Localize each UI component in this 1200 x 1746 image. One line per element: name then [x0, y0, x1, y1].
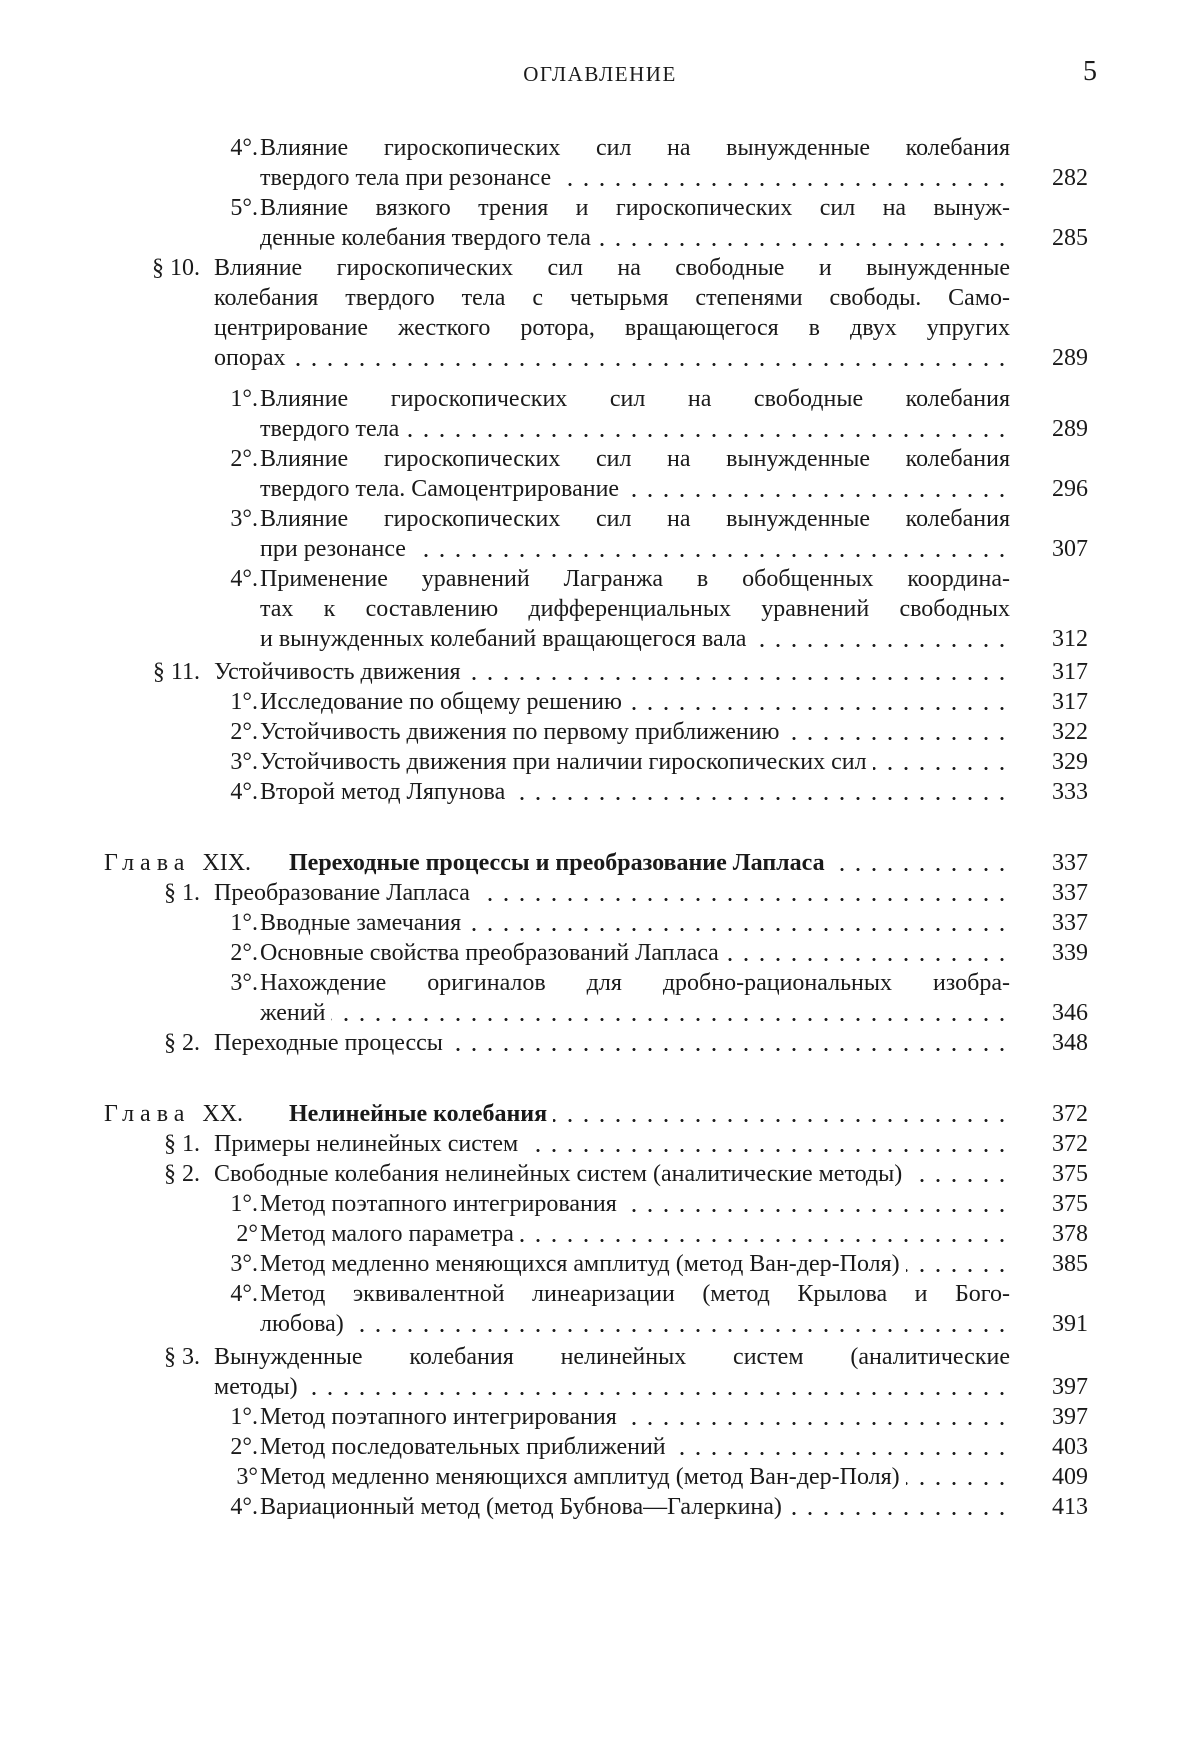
toc-line [0, 656, 1200, 689]
toc-line [0, 312, 1200, 345]
toc-line [0, 1491, 1200, 1524]
entry-title: Влияние гироскопических сил на вынужденные колебания [260, 446, 1010, 472]
toc-line [0, 746, 1200, 779]
section-number: § 1. [164, 880, 200, 906]
page-number: 5 [1083, 56, 1097, 87]
entry-title-text: опорах [214, 345, 292, 371]
page-ref: 337 [1052, 850, 1088, 876]
toc-line [0, 1401, 1200, 1434]
entry-title-text: Устойчивость движения [214, 659, 467, 685]
subsection-number: 3°. [230, 970, 258, 996]
page-ref: 337 [1052, 880, 1088, 906]
entry-title: тах к составлению дифференциальных уравнений свободных [260, 596, 1010, 622]
section-number: § 2. [164, 1161, 200, 1187]
chapter-title [289, 1098, 1010, 1131]
entry-title-text: любова) [260, 1311, 350, 1337]
page-ref: 372 [1052, 1101, 1088, 1127]
page-ref: 289 [1052, 416, 1088, 442]
entry-title [260, 1401, 1010, 1434]
subsection-number: 1°. [230, 689, 258, 715]
toc-line [0, 252, 1200, 285]
subsection-number: 1°. [230, 1191, 258, 1217]
entry-title-text: Метод медленно меняющихся амплитуд (метод Ван-дер-Поля) [260, 1464, 906, 1490]
toc-line [0, 1128, 1200, 1161]
subsection-number: 1°. [230, 386, 258, 412]
toc-line [0, 563, 1200, 596]
entry-title [214, 1158, 1010, 1191]
page-ref: 385 [1052, 1251, 1088, 1277]
toc-line [0, 1248, 1200, 1281]
entry-title [260, 1188, 1010, 1221]
toc-line [0, 1027, 1200, 1060]
entry-title-text: Вводные замечания [260, 910, 467, 936]
subsection-number: 5°. [230, 195, 258, 221]
entry-title [260, 623, 1010, 656]
section-number: § 11. [152, 659, 200, 685]
subsection-number: 3°. [230, 749, 258, 775]
toc-line [0, 967, 1200, 1000]
entry-title [214, 1371, 1010, 1404]
page-ref: 413 [1052, 1494, 1088, 1520]
entry-title: Метод эквивалентной линеаризации (метод Крылова и Бого- [260, 1281, 1010, 1307]
entry-title-text: Нелинейные колебания [289, 1101, 553, 1127]
entry-title-text: Второй метод Ляпунова [260, 779, 511, 805]
page-ref: 285 [1052, 225, 1088, 251]
entry-title [260, 162, 1010, 195]
subsection-number: 4°. [230, 779, 258, 805]
entry-title [260, 1308, 1010, 1341]
entry-title-text: твердого тела при резонансе [260, 165, 557, 191]
toc-line [0, 1278, 1200, 1311]
entry-title-text: Метод поэтапного интегрирования [260, 1404, 623, 1430]
entry-title-text: Переходные процессы и преобразование Лапласа [289, 850, 831, 876]
entry-title-text: и вынужденных колебаний вращающегося вала [260, 626, 752, 652]
page-ref: 409 [1052, 1464, 1088, 1490]
page-ref: 391 [1052, 1311, 1088, 1337]
chapter-prefix: Глава [104, 850, 191, 876]
entry-title-text: Метод последовательных приближений [260, 1434, 672, 1460]
entry-title-text: Основные свойства преобразований Лапласа [260, 940, 725, 966]
entry-title: колебания твердого тела с четырьмя степенями свободы. Само- [214, 285, 1010, 311]
entry-title-text: Преобразование Лапласа [214, 880, 476, 906]
entry-title [260, 716, 1010, 749]
toc-line [0, 937, 1200, 970]
entry-title-text: Устойчивость движения при наличии гироскопических сил [260, 749, 873, 775]
entry-title [260, 686, 1010, 719]
entry-title [260, 1491, 1010, 1524]
entry-title [214, 877, 1010, 910]
toc-line [0, 593, 1200, 626]
toc-line [0, 383, 1200, 416]
toc-line [0, 1188, 1200, 1221]
entry-title [214, 1027, 1010, 1060]
entry-title-text: твердого тела. Самоцентрирование [260, 476, 625, 502]
subsection-number: 2°. [230, 719, 258, 745]
toc-line [0, 1431, 1200, 1464]
toc-line [0, 1371, 1200, 1404]
subsection-number: 4°. [230, 566, 258, 592]
subsection-number: 3°. [230, 1251, 258, 1277]
section-number: § 2. [164, 1030, 200, 1056]
toc-line [0, 342, 1200, 375]
entry-title-text: Метод медленно меняющихся амплитуд (метод Ван-дер-Поля) [260, 1251, 906, 1277]
subsection-number: 1°. [230, 1404, 258, 1430]
toc-line [0, 847, 1200, 880]
running-title: ОГЛАВЛЕНИЕ [523, 62, 677, 86]
toc-line [0, 1341, 1200, 1374]
section-number: § 1. [164, 1131, 200, 1157]
chapter-prefix: Глава [104, 1101, 191, 1127]
entry-title [214, 1128, 1010, 1161]
page-ref: 372 [1052, 1131, 1088, 1157]
page-ref: 317 [1052, 659, 1088, 685]
page-ref: 397 [1052, 1374, 1088, 1400]
toc-line [0, 533, 1200, 566]
entry-title: центрирование жесткого ротора, вращающегося в двух упругих [214, 315, 1010, 341]
page-ref: 296 [1052, 476, 1088, 502]
entry-title [260, 776, 1010, 809]
page-ref: 397 [1052, 1404, 1088, 1430]
entry-title: Влияние вязкого трения и гироскопических сил на вынуж- [260, 195, 1010, 221]
entry-title-text: методы) [214, 1374, 304, 1400]
entry-title: Влияние гироскопических сил на свободные и вынужденные [214, 255, 1010, 281]
page-ref: 348 [1052, 1030, 1088, 1056]
entry-title-text: Метод малого параметра [260, 1221, 520, 1247]
entry-title [260, 907, 1010, 940]
toc-line [0, 776, 1200, 809]
page-ref: 312 [1052, 626, 1088, 652]
section-number: § 10. [152, 255, 200, 281]
toc-line [0, 997, 1200, 1030]
entry-title: Влияние гироскопических сил на вынужденные колебания [260, 506, 1010, 532]
page-ref: 337 [1052, 910, 1088, 936]
page-ref: 322 [1052, 719, 1088, 745]
entry-title-text: Исследование по общему решению [260, 689, 628, 715]
page-ref: 317 [1052, 689, 1088, 715]
entry-title [260, 1431, 1010, 1464]
toc-line [0, 1218, 1200, 1251]
toc-line [0, 222, 1200, 255]
toc-line [0, 716, 1200, 749]
entry-title-text: Переходные процессы [214, 1030, 449, 1056]
subsection-number: 4°. [230, 1281, 258, 1307]
entry-title [260, 1218, 1010, 1251]
entry-title-text: Вариационный метод (метод Бубнова—Галеркина) [260, 1494, 788, 1520]
subsection-number: 4°. [230, 1494, 258, 1520]
page-ref: 329 [1052, 749, 1088, 775]
subsection-number: 2°. [230, 446, 258, 472]
entry-title-text: Устойчивость движения по первому приближению [260, 719, 785, 745]
subsection-number: 2° [236, 1221, 258, 1247]
entry-title [260, 533, 1010, 566]
toc-line [0, 162, 1200, 195]
toc-line [0, 473, 1200, 506]
page-ref: 333 [1052, 779, 1088, 805]
page-ref: 403 [1052, 1434, 1088, 1460]
entry-title-text: твердого тела [260, 416, 405, 442]
toc-line [0, 413, 1200, 446]
toc-line [0, 907, 1200, 940]
subsection-number: 2°. [230, 1434, 258, 1460]
toc-line [0, 132, 1200, 165]
entry-title-text: денные колебания твердого тела [260, 225, 597, 251]
toc-line [0, 623, 1200, 656]
toc-line [0, 503, 1200, 536]
entry-title-text: Примеры нелинейных систем [214, 1131, 524, 1157]
entry-title [214, 342, 1010, 375]
entry-title: Влияние гироскопических сил на свободные колебания [260, 386, 1010, 412]
toc-line [0, 1308, 1200, 1341]
page-ref: 375 [1052, 1191, 1088, 1217]
page-ref: 282 [1052, 165, 1088, 191]
entry-title-text: Метод поэтапного интегрирования [260, 1191, 623, 1217]
entry-title [260, 473, 1010, 506]
chapter-roman: XIX. [202, 850, 252, 876]
subsection-number: 2°. [230, 940, 258, 966]
entry-title: Нахождение оригиналов для дробно-рациональных изобра- [260, 970, 1010, 996]
page-header [0, 56, 1200, 102]
toc-line [0, 1098, 1200, 1131]
page-ref: 289 [1052, 345, 1088, 371]
toc-line [0, 282, 1200, 315]
entry-title [260, 1248, 1010, 1281]
entry-title [214, 656, 1010, 689]
chapter-roman: XX. [202, 1101, 244, 1127]
entry-title-text: жений [260, 1000, 331, 1026]
entry-title-text: при резонансе [260, 536, 412, 562]
page-ref: 339 [1052, 940, 1088, 966]
subsection-number: 1°. [230, 910, 258, 936]
subsection-number: 4°. [230, 135, 258, 161]
chapter-title [289, 847, 1010, 880]
entry-title-text: Свободные колебания нелинейных систем (аналитические методы) [214, 1161, 908, 1187]
entry-title [260, 746, 1010, 779]
toc-line [0, 1461, 1200, 1494]
toc-line [0, 192, 1200, 225]
page-ref: 375 [1052, 1161, 1088, 1187]
entry-title [260, 222, 1010, 255]
entry-title [260, 997, 1010, 1030]
page-ref: 378 [1052, 1221, 1088, 1247]
page-ref: 307 [1052, 536, 1088, 562]
entry-title [260, 1461, 1010, 1494]
entry-title: Влияние гироскопических сил на вынужденные колебания [260, 135, 1010, 161]
toc-line [0, 686, 1200, 719]
entry-title: Вынужденные колебания нелинейных систем (аналитические [214, 1344, 1010, 1370]
toc-line [0, 1158, 1200, 1191]
toc-line [0, 877, 1200, 910]
entry-title [260, 937, 1010, 970]
entry-title [260, 413, 1010, 446]
section-number: § 3. [164, 1344, 200, 1370]
subsection-number: 3° [236, 1464, 258, 1490]
subsection-number: 3°. [230, 506, 258, 532]
toc-line [0, 443, 1200, 476]
page-ref: 346 [1052, 1000, 1088, 1026]
entry-title: Применение уравнений Лагранжа в обобщенных координа- [260, 566, 1010, 592]
